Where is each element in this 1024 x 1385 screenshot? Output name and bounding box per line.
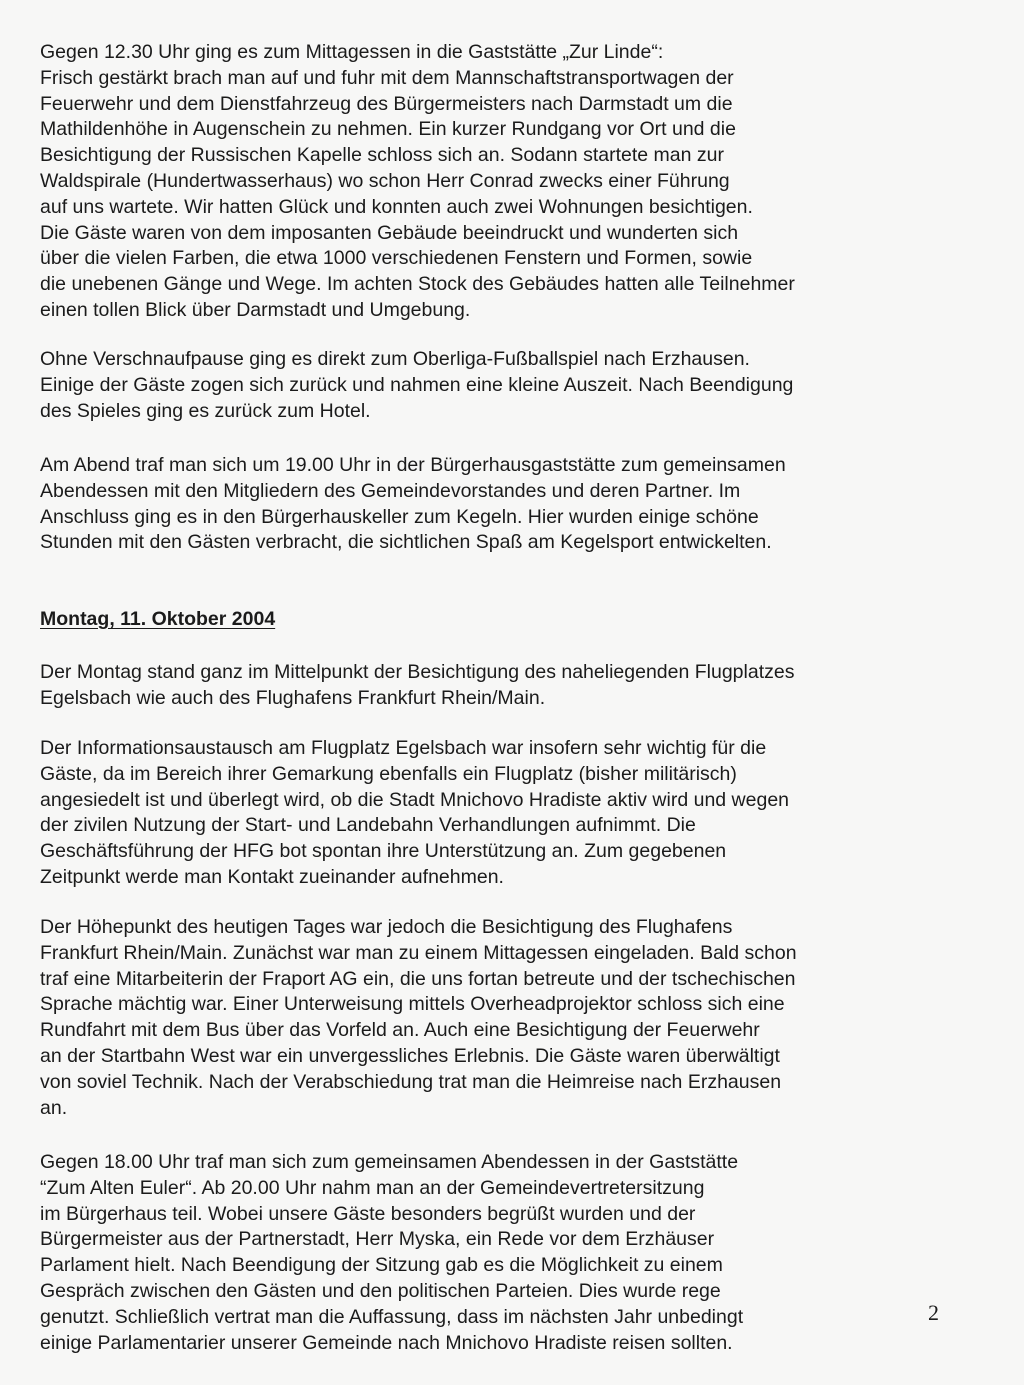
text-line: Bürgermeister aus der Partnerstadt, Herr Myska, ein Rede vor dem Erzhäuser — [40, 1228, 715, 1251]
text-line: Der Informationsaustausch am Flugplatz Egelsbach war insofern sehr wichtig für die — [40, 737, 767, 759]
text-line: Gegen 18.00 Uhr traf man sich zum gemeinsamen Abendessen in der Gaststätte — [40, 1151, 739, 1173]
text-line: im Bürgerhaus teil. Wobei unsere Gäste besonders begrüßt wurden und der — [40, 1202, 696, 1225]
text-line: Gespräch zwischen den Gästen und den politischen Parteien. Dies wurde rege — [40, 1279, 721, 1302]
text-line: Frankfurt Rhein/Main. Zunächst war man zu einem Mittagessen eingeladen. Bald schon — [40, 941, 797, 964]
text-line: einige Parlamentarier unserer Gemeinde nach Mnichovo Hradiste reisen sollten. — [40, 1331, 733, 1354]
text-line: Am Abend traf man sich um 19.00 Uhr in der Bürgerhausgaststätte zum gemeinsamen — [40, 454, 786, 476]
text-line: Waldspirale (Hundertwasserhaus) wo schon Herr Conrad zwecks einer Führung — [40, 169, 730, 192]
text-line: Geschäftsführung der HFG bot spontan ihre Unterstützung an. Zum gegebenen — [40, 840, 727, 863]
text-line: traf eine Mitarbeiterin der Fraport AG ein, die uns fortan betreute und der tschechischen — [40, 967, 796, 990]
text-line: die unebenen Gänge und Wege. Im achten Stock des Gebäudes hatten alle Teilnehmer — [40, 273, 795, 296]
text-line: Feuerwehr und dem Dienstfahrzeug des Bürgermeisters nach Darmstadt um die — [40, 92, 733, 115]
text-line: an der Startbahn West war ein unvergessliches Erlebnis. Die Gäste waren überwältigt — [40, 1044, 780, 1067]
text-line: Parlament hielt. Nach Beendigung der Sitzung gab es die Möglichkeit zu einem — [40, 1254, 723, 1277]
text-line: “Zum Alten Euler“. Ab 20.00 Uhr nahm man an der Gemeindevertretersitzung — [40, 1176, 705, 1199]
text-line: Der Montag stand ganz im Mittelpunkt der Besichtigung des naheliegenden Flugplatzes — [40, 661, 795, 683]
text-line: Der Höhepunkt des heutigen Tages war jedoch die Besichtigung des Flughafens — [40, 916, 733, 938]
text-line: von soviel Technik. Nach der Verabschiedung trat man die Heimreise nach Erzhausen — [40, 1070, 782, 1093]
text-line: Zeitpunkt werde man Kontakt zueinander aufnehmen. — [40, 865, 504, 888]
text-line: Stunden mit den Gästen verbracht, die sichtlichen Spaß am Kegelsport entwickelten. — [40, 531, 772, 554]
paragraph-flugplatz-egelsbach — [40, 736, 940, 891]
paragraph-montag-intro — [40, 660, 940, 712]
text-line: Frisch gestärkt brach man auf und fuhr mit dem Mannschaftstransportwagen der — [40, 66, 734, 89]
text-line: Gäste, da im Bereich ihrer Gemarkung ebenfalls ein Flugplatz (bisher militärisch) — [40, 762, 737, 785]
text-line: über die vielen Farben, die etwa 1000 verschiedenen Fenstern und Formen, sowie — [40, 247, 753, 270]
text-line: Gegen 12.30 Uhr ging es zum Mittagessen in die Gaststätte „Zur Linde“: — [40, 41, 664, 63]
text-line: Rundfahrt mit dem Bus über das Vorfeld an. Auch eine Besichtigung der Feuerwehr — [40, 1019, 760, 1042]
text-line: einen tollen Blick über Darmstadt und Umgebung. — [40, 298, 471, 321]
text-line: Mathildenhöhe in Augenschein zu nehmen. Ein kurzer Rundgang vor Ort und die — [40, 118, 736, 141]
paragraph-abendessen-kegeln — [40, 453, 940, 556]
page-number: 2 — [928, 1300, 939, 1325]
text-line: der zivilen Nutzung der Start- und Landebahn Verhandlungen aufnimmt. Die — [40, 814, 696, 837]
text-line: Anschluss ging es in den Bürgerhauskeller zum Kegeln. Hier wurden einige schöne — [40, 505, 759, 528]
paragraph-mittagessen-darmstadt — [40, 40, 940, 324]
text-line: Die Gäste waren von dem imposanten Gebäude beeindruckt und wunderten sich — [40, 221, 739, 244]
text-line: auf uns wartete. Wir hatten Glück und konnten auch zwei Wohnungen besichtigen. — [40, 195, 753, 218]
text-line: Sprache mächtig war. Einer Unterweisung mittels Overheadprojektor schloss sich eine — [40, 993, 785, 1016]
text-line: des Spieles ging es zurück zum Hotel. — [40, 399, 371, 422]
text-line: Egelsbach wie auch des Flughafens Frankfurt Rhein/Main. — [40, 686, 546, 709]
paragraph-gemeindevertretersitzung — [40, 1150, 940, 1356]
paragraph-flughafen-frankfurt — [40, 915, 940, 1121]
text-line: Einige der Gäste zogen sich zurück und nahmen eine kleine Auszeit. Nach Beendigung — [40, 373, 794, 396]
text-line: Besichtigung der Russischen Kapelle schloss sich an. Sodann startete man zur — [40, 144, 724, 167]
section-heading-date: Montag, 11. Oktober 2004 — [40, 608, 276, 630]
paragraph-fussballspiel — [40, 347, 940, 424]
text-line: genutzt. Schließlich vertrat man die Auffassung, dass im nächsten Jahr unbedingt — [40, 1305, 744, 1328]
text-line: Ohne Verschnaufpause ging es direkt zum Oberliga-Fußballspiel nach Erzhausen. — [40, 348, 750, 370]
text-line: angesiedelt ist und überlegt wird, ob die Stadt Mnichovo Hradiste aktiv wird und wegen — [40, 788, 790, 811]
text-line: Abendessen mit den Mitgliedern des Gemeindevorstandes und deren Partner. Im — [40, 479, 741, 502]
text-line: an. — [40, 1096, 68, 1119]
